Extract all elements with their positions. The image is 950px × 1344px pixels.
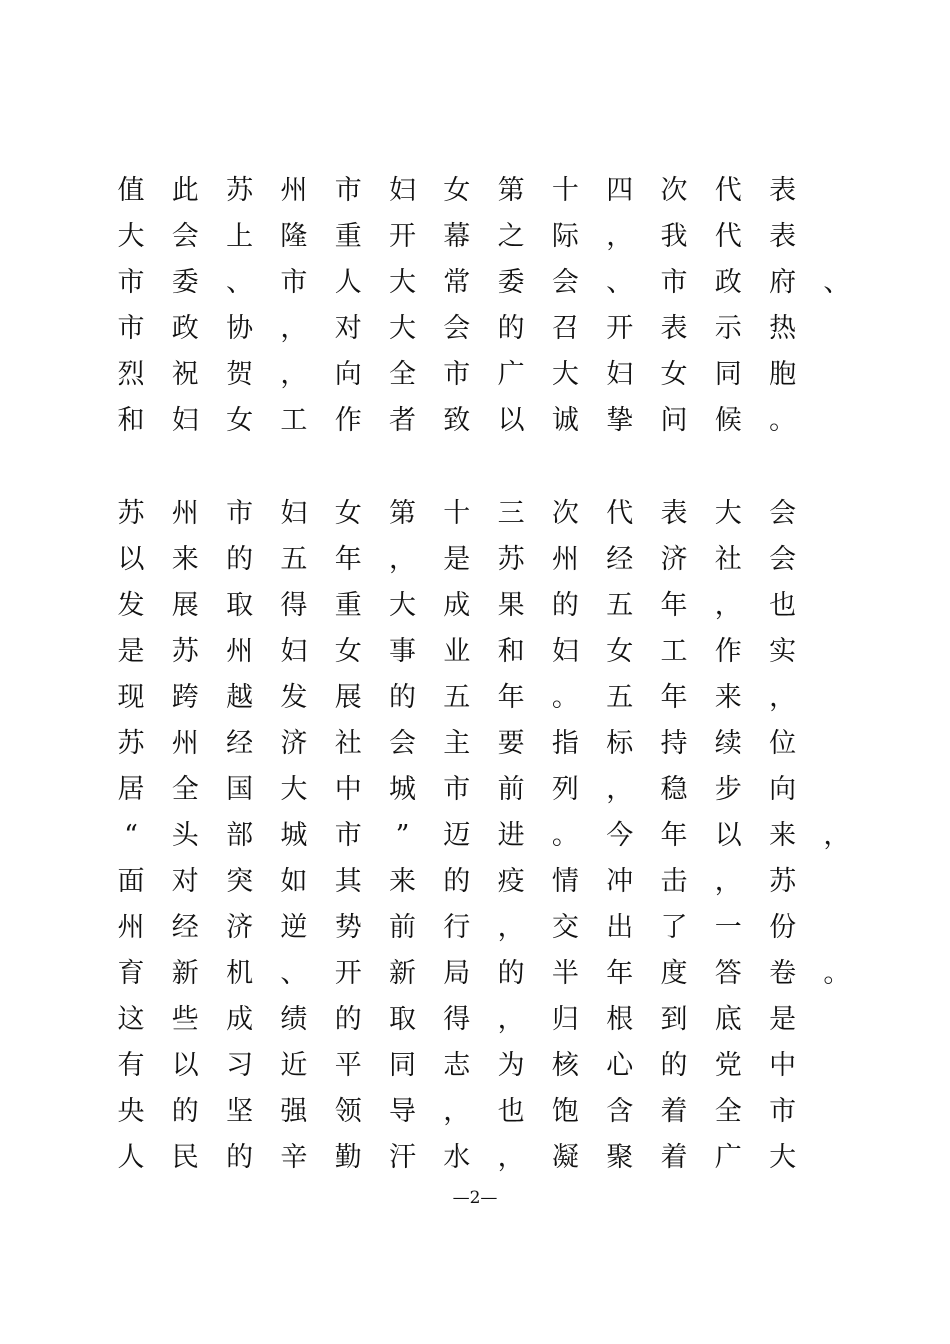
text-line: 烈 祝 贺 ， 向 全 市 广 大 妇 女 同 胞 bbox=[117, 359, 797, 390]
text-line: 发 展 取 得 重 大 成 果 的 五 年 ， 也 bbox=[117, 590, 797, 621]
paragraph-gap bbox=[111, 444, 871, 491]
text-line: 市 政 协 ， 对 大 会 的 召 开 表 示 热 bbox=[117, 313, 797, 344]
text-line: 和 妇 女 工 作 者 致 以 诚 挚 问 候 。 bbox=[117, 405, 797, 436]
text-line: 大 会 上 隆 重 开 幕 之 际 ， 我 代 表 bbox=[117, 221, 797, 252]
text-line: 有 以 习 近 平 同 志 为 核 心 的 党 中 bbox=[117, 1050, 797, 1081]
body-text bbox=[111, 168, 871, 1181]
text-line: 苏 州 经 济 社 会 主 要 指 标 持 续 位 bbox=[117, 728, 797, 759]
text-line: 这 些 成 绩 的 取 得 ， 归 根 到 底 是 bbox=[117, 1004, 797, 1035]
text-line: 面 对 突 如 其 来 的 疫 情 冲 击 ， 苏 bbox=[117, 866, 797, 897]
text-line: 央 的 坚 强 领 导 ， 也 饱 含 着 全 市 bbox=[117, 1096, 797, 1127]
text-line: 以 来 的 五 年 ， 是 苏 州 经 济 社 会 bbox=[117, 544, 797, 575]
text-line: 现 跨 越 发 展 的 五 年 。 五 年 来 ， bbox=[117, 682, 797, 713]
text-line: 州 经 济 逆 势 前 行 ， 交 出 了 一 份 bbox=[117, 912, 797, 943]
text-line: 值 此 苏 州 市 妇 女 第 十 四 次 代 表 bbox=[117, 175, 797, 206]
text-line: 育 新 机 、 开 新 局 的 半 年 度 答 卷 。 bbox=[117, 958, 851, 989]
text-line: 是 苏 州 妇 女 事 业 和 妇 女 工 作 实 bbox=[117, 636, 797, 667]
text-line: 苏 州 市 妇 女 第 十 三 次 代 表 大 会 bbox=[117, 498, 797, 529]
text-line: 居 全 国 大 中 城 市 前 列 ， 稳 步 向 bbox=[117, 774, 797, 805]
text-line: “ 头 部 城 市 ” 迈 进 。 今 年 以 来 ， bbox=[124, 820, 851, 851]
text-line: 市 委 、 市 人 大 常 委 会 、 市 政 府 、 bbox=[117, 267, 851, 298]
page-number: —2— bbox=[452, 1188, 498, 1208]
text-line: 人 民 的 辛 勤 汗 水 ， 凝 聚 着 广 大 bbox=[117, 1142, 797, 1173]
